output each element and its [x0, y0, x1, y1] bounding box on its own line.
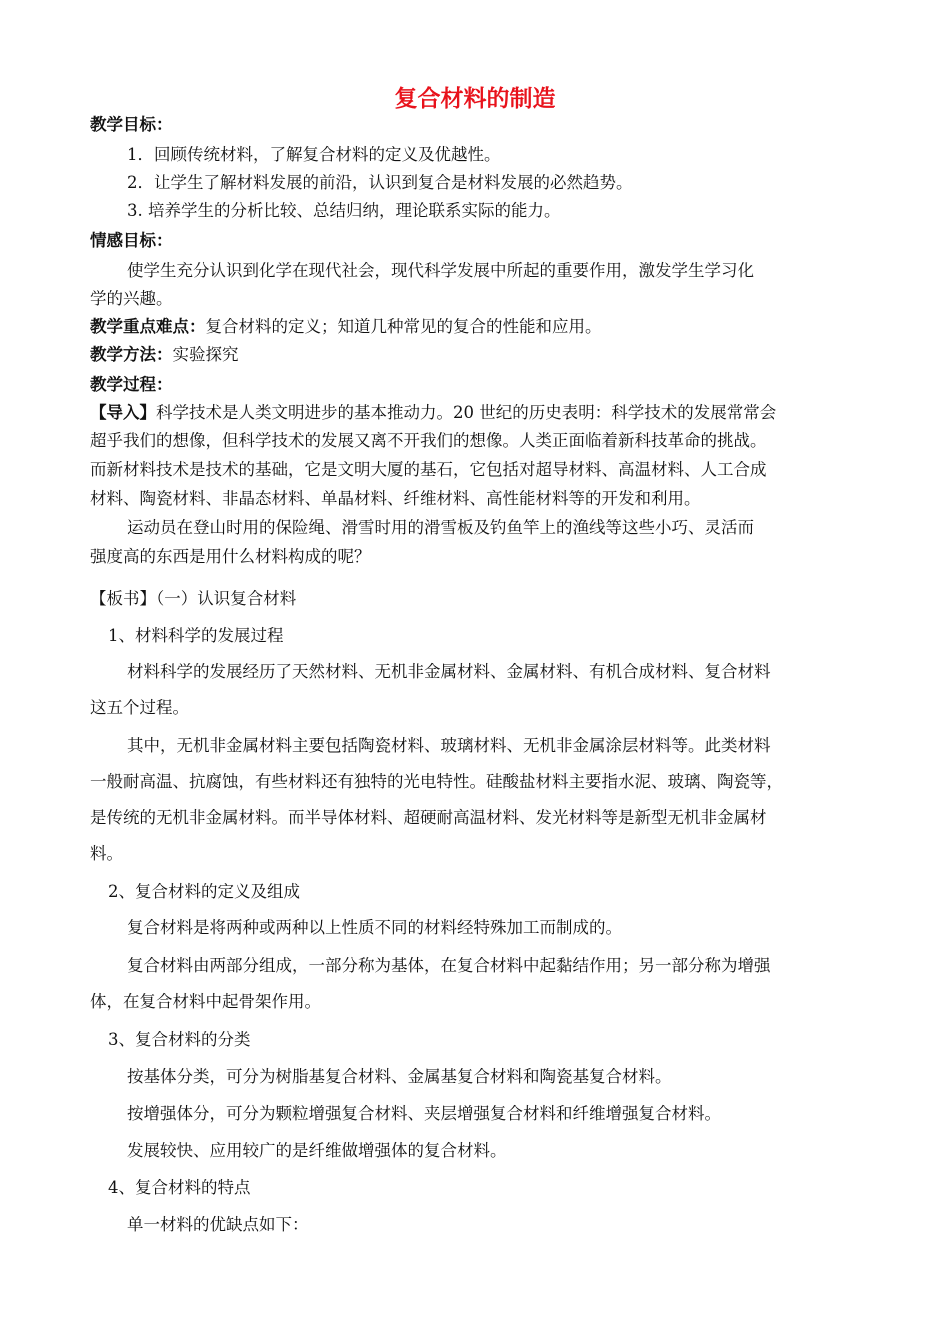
s1-p1-line-2: 这五个过程。: [90, 698, 189, 717]
goal-item-2: 2．让学生了解材料发展的前沿，认识到复合是材料发展的必然趋势。: [127, 173, 633, 192]
section-4-heading: 4、复合材料的特点: [108, 1178, 251, 1197]
board-text: （一）认识复合材料: [156, 589, 297, 608]
s3-p2: 按增强体分，可分为颗粒增强复合材料、夹层增强复合材料和纤维增强复合材料。: [127, 1104, 721, 1123]
goals-heading: 教学目标：: [90, 115, 173, 134]
section-2-heading: 2、复合材料的定义及组成: [108, 882, 300, 901]
s1-p2-line-2: 一般耐高温、抗腐蚀，有些材料还有独特的光电特性。硅酸盐材料主要指水泥、玻璃、陶瓷等，: [90, 772, 783, 791]
key-points-label: 教学重点难点：: [90, 317, 206, 336]
intro-line-2: 超乎我们的想像，但科学技术的发展又离不开我们的想像。人类正面临着新科技革命的挑战。: [90, 431, 767, 450]
method: [90, 344, 865, 366]
key-points: [90, 316, 865, 338]
board-label: 【板书】: [90, 589, 156, 608]
s2-p2-line-2: 体，在复合材料中起骨架作用。: [90, 992, 321, 1011]
method-label: 教学方法：: [90, 345, 173, 364]
emotion-line-1: 使学生充分认识到化学在现代社会，现代科学发展中所起的重要作用，激发学生学习化: [127, 261, 754, 280]
goal-item-1: 1．回顾传统材料，了解复合材料的定义及优越性。: [127, 145, 501, 164]
s1-p2-line-3: 是传统的无机非金属材料。而半导体材料、超硬耐高温材料、发光材料等是新型无机非金属材: [90, 808, 767, 827]
s2-p2-line-1: 复合材料由两部分组成，一部分称为基体，在复合材料中起黏结作用；另一部分称为增强: [127, 956, 771, 975]
goal-item-3: 3. 培养学生的分析比较、总结归纳，理论联系实际的能力。: [127, 201, 561, 220]
emotion-heading: 情感目标：: [90, 231, 173, 250]
method-text: 实验探究: [172, 345, 239, 364]
intro-line-1: [90, 402, 865, 424]
s1-p2-line-1: 其中，无机非金属材料主要包括陶瓷材料、玻璃材料、无机非金属涂层材料等。此类材料: [127, 736, 771, 755]
intro-line-3: 而新材料技术是技术的基础，它是文明大厦的基石，它包括对超导材料、高温材料、人工合成: [90, 460, 767, 479]
intro-question-2: 强度高的东西是用什么材料构成的呢？: [90, 547, 371, 566]
key-points-text: 复合材料的定义；知道几种常见的复合的性能和应用。: [205, 317, 602, 336]
s1-p2-line-4: 料。: [90, 844, 123, 863]
intro-text-1: 科学技术是人类文明进步的基本推动力。20 世纪的历史表明：科学技术的发展常常会: [156, 403, 777, 422]
section-3-heading: 3、复合材料的分类: [108, 1030, 251, 1049]
s1-p1-line-1: 材料科学的发展经历了天然材料、无机非金属材料、金属材料、有机合成材料、复合材料: [127, 662, 771, 681]
emotion-line-2: 学的兴趣。: [90, 289, 173, 308]
s3-p3: 发展较快、应用较广的是纤维做增强体的复合材料。: [127, 1141, 507, 1160]
intro-line-4: 材料、陶瓷材料、非晶态材料、单晶材料、纤维材料、高性能材料等的开发和利用。: [90, 489, 701, 508]
process-heading: 教学过程：: [90, 375, 173, 394]
board-line: [90, 588, 865, 610]
s3-p1: 按基体分类，可分为树脂基复合材料、金属基复合材料和陶瓷基复合材料。: [127, 1067, 672, 1086]
section-1-heading: 1、材料科学的发展过程: [108, 626, 284, 645]
intro-label: 【导入】: [90, 403, 156, 422]
s2-p1: 复合材料是将两种或两种以上性质不同的材料经特殊加工而制成的。: [127, 918, 622, 937]
intro-question-1: 运动员在登山时用的保险绳、滑雪时用的滑雪板及钓鱼竿上的渔线等这些小巧、灵活而: [127, 518, 754, 537]
document-title: 复合材料的制造: [394, 86, 556, 112]
s4-p1: 单一材料的优缺点如下：: [127, 1215, 309, 1234]
